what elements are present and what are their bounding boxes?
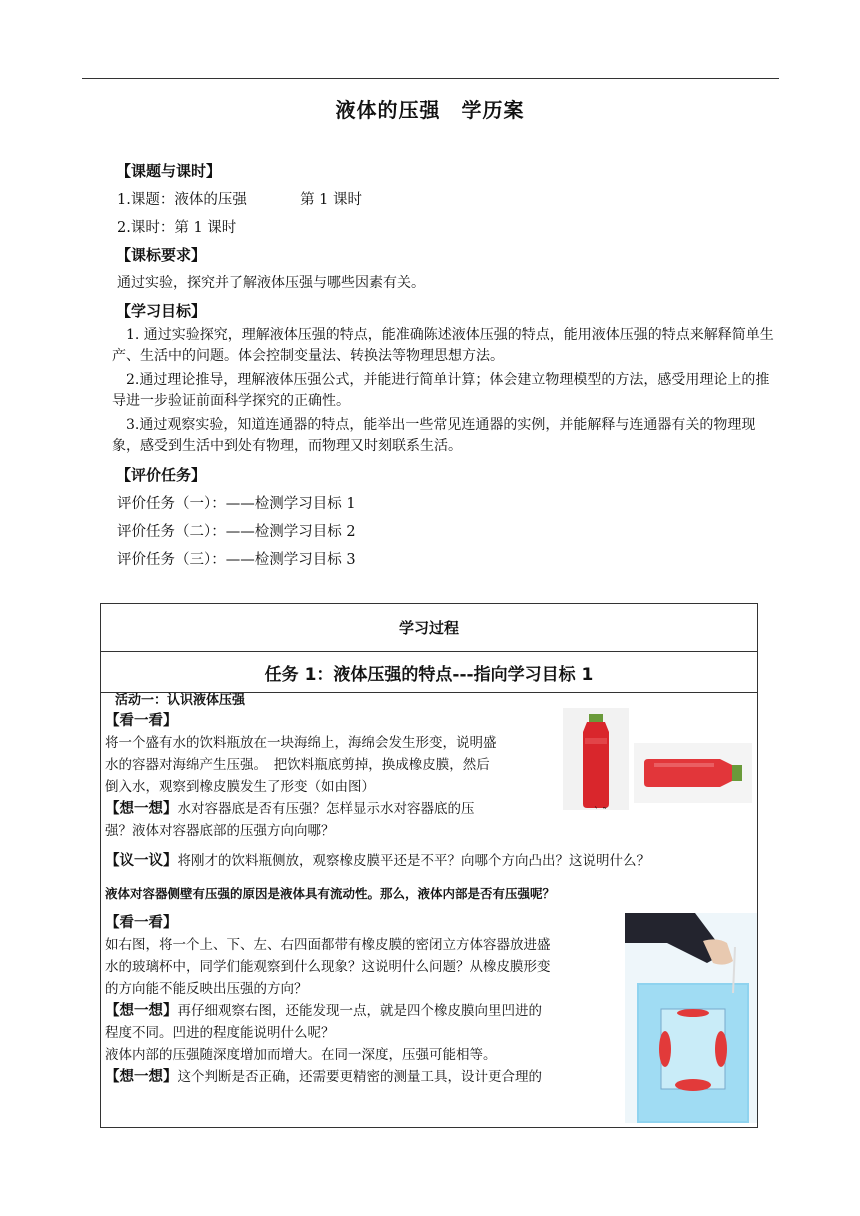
look-text-1b: 水的容器对海绵产生压强。 把饮料瓶底剪掉，换成橡皮膜，然后 [105, 757, 490, 773]
think-tag-3: 【想一想】 [105, 1069, 178, 1085]
eval-task-1: 评价任务（一）：——检测学习目标 1 [117, 496, 356, 512]
look-text-2a: 如右图，将一个上、下、左、右四面都带有橡皮膜的密闭立方体容器放进盛 [105, 937, 551, 953]
bottle-upright-photo [563, 708, 629, 810]
page-title: 液体的压强 学历案 [335, 98, 525, 122]
think-text-1b: 强？液体对容器底部的压强方向向哪？ [105, 823, 335, 839]
process-header: 学习过程 [101, 604, 758, 652]
section-heading-standard: 【课标要求】 [116, 246, 207, 264]
bottle-side-photo [634, 743, 752, 803]
topic-line-1 [117, 188, 362, 209]
look-text-1c: 倒入水，观察到橡皮膜发生了形变（如由图） [105, 779, 375, 795]
section-heading-topic: 【课题与课时】 [116, 162, 222, 180]
topic-name: 1.课题：液体的压强 [117, 192, 247, 208]
topic-line-2: 2.课时：第 1 课时 [117, 220, 237, 236]
eval-task-3: 评价任务（三）：——检测学习目标 3 [117, 552, 356, 568]
activity-title: 活动一：认识液体压强 [115, 693, 246, 708]
goal-2: 2.通过理论推导，理解液体压强公式，并能进行简单计算；体会建立物理模型的方法，感受用理论上的推导进一步验证前面科学探究的正确性。 [112, 372, 770, 409]
think-tag-2: 【想一想】 [105, 1003, 178, 1019]
process-table [100, 603, 758, 1128]
look-text-2b: 水的玻璃杯中，同学们能观察到什么现象？这说明什么问题？从橡皮膜形变 [105, 959, 551, 975]
bold-statement: 液体对容器侧壁有压强的原因是液体具有流动性。那么，液体内部是否有压强呢？ [105, 886, 556, 901]
standard-text: 通过实验，探究并了解液体压强与哪些因素有关。 [117, 275, 425, 291]
photo-mark: ` ˜ [594, 807, 608, 818]
conclusion-text: 液体内部的压强随深度增加而增大。在同一深度，压强可能相等。 [105, 1047, 497, 1063]
header-rule [82, 78, 779, 79]
think-3 [105, 1067, 542, 1088]
process-body [101, 693, 758, 1128]
goal-3: 3.通过观察实验，知道连通器的特点，能举出一些常见连通器的实例，并能解释与连通器有关的物理现象，感受到生活中到处有物理，而物理又时刻联系生活。 [112, 417, 756, 454]
task-title: 任务 1：液体压强的特点---指向学习目标 1 [101, 652, 758, 693]
look-text-2c: 的方向能不能反映出压强的方向？ [105, 981, 308, 997]
think-text-3a: 这个判断是否正确，还需要更精密的测量工具，设计更合理的 [177, 1069, 542, 1085]
topic-period: 第 1 课时 [300, 192, 363, 208]
section-heading-eval: 【评价任务】 [116, 466, 207, 484]
think-text-1a: 水对容器底是否有压强？怎样显示水对容器底的压 [177, 801, 475, 817]
cube-container-photo [625, 913, 757, 1123]
goal-1: 1. 通过实验探究，理解液体压强的特点，能准确陈述液体压强的特点，能用液体压强的特点来解释简单生产、生活中的问题。体会控制变量法、转换法等物理思想方法。 [112, 327, 774, 364]
look-text-1a: 将一个盛有水的饮料瓶放在一块海绵上，海绵会发生形变，说明盛 [105, 735, 497, 751]
think-text-2a: 再仔细观察右图，还能发现一点，就是四个橡皮膜向里凹进的 [177, 1003, 542, 1019]
discuss-line [105, 851, 650, 872]
think-1 [105, 799, 475, 820]
discuss-text: 将刚才的饮料瓶侧放，观察橡皮膜平还是不平？向哪个方向凸出？这说明什么？ [177, 853, 650, 869]
eval-task-2: 评价任务（二）：——检测学习目标 2 [117, 524, 356, 540]
think-tag-1: 【想一想】 [105, 801, 178, 817]
think-2 [105, 1001, 542, 1022]
discuss-tag: 【议一议】 [105, 853, 178, 869]
look-tag-1: 【看一看】 [105, 713, 178, 729]
think-text-2b: 程度不同。凹进的程度能说明什么呢？ [105, 1025, 335, 1041]
section-heading-goals: 【学习目标】 [116, 302, 207, 320]
look-tag-2: 【看一看】 [105, 915, 178, 931]
